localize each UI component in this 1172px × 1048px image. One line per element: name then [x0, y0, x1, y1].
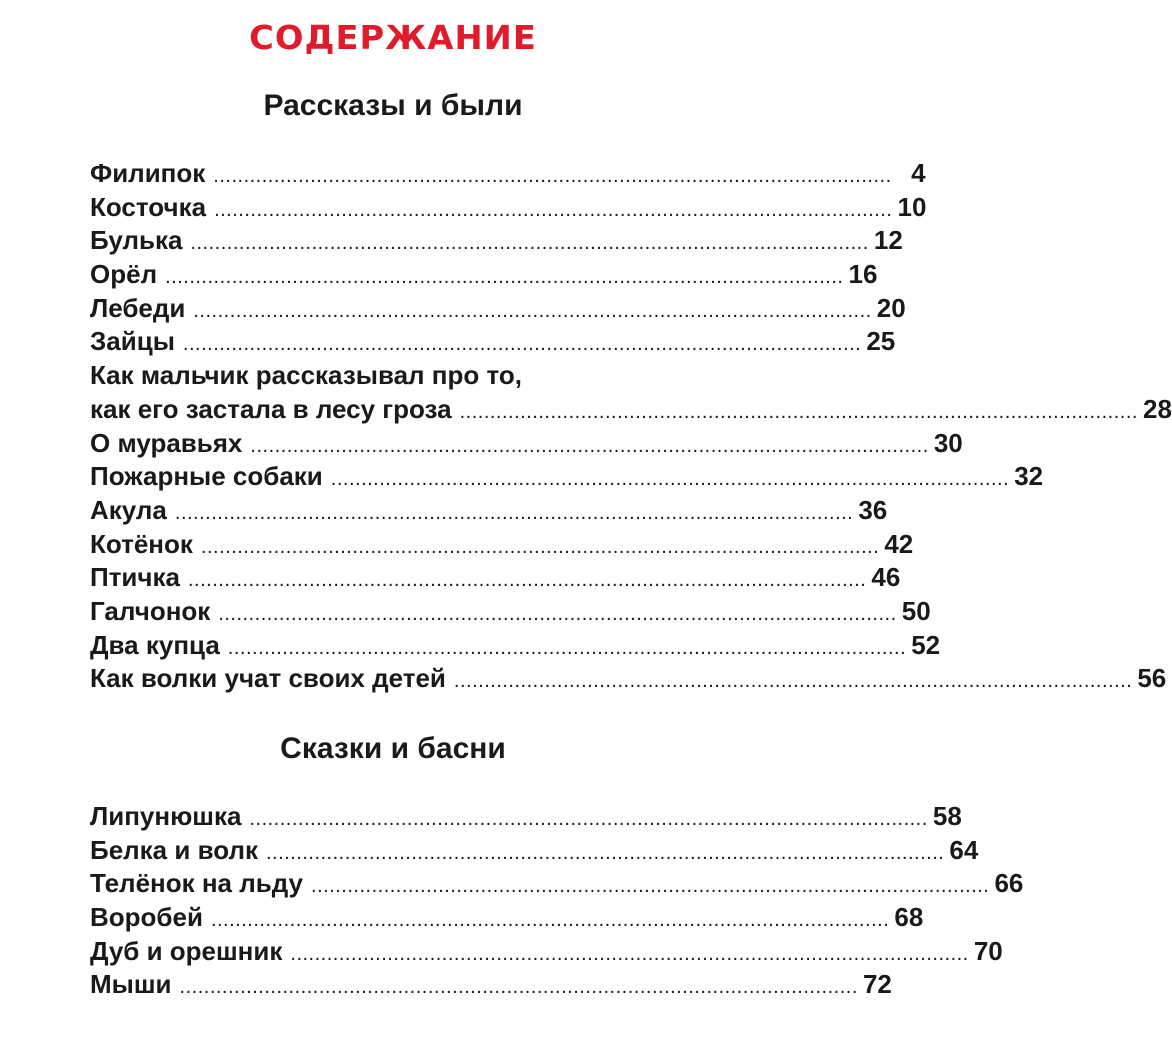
- toc-entry[interactable]: [90, 935, 1003, 969]
- toc-entry[interactable]: [90, 292, 906, 326]
- page-title: СОДЕРЖАНИЕ: [249, 18, 537, 57]
- toc-entry[interactable]: [90, 595, 931, 629]
- toc-entry-title-line2: как его застала в лесу гроза: [90, 393, 452, 424]
- section-heading-tales: Сказки и басни: [280, 732, 506, 765]
- toc-entry-title: Пожарные собаки: [90, 461, 323, 492]
- toc-entry-title: Зайцы: [90, 326, 175, 357]
- toc-entry-page: 4: [911, 158, 926, 188]
- toc-entry[interactable]: [90, 258, 878, 292]
- toc-entry-page: 32: [1014, 461, 1044, 492]
- toc-entry-page: 42: [884, 528, 914, 559]
- toc-entry-title: Птичка: [90, 562, 180, 593]
- toc-entry-title: Филипок: [90, 158, 206, 188]
- toc-entry-title: Дуб и орешник: [90, 935, 283, 966]
- toc-entry-page: 56: [1137, 663, 1167, 694]
- toc-leader: ................................................................................................................: [187, 569, 867, 592]
- toc-entry-title: Галчонок: [90, 595, 211, 626]
- toc-entry[interactable]: [90, 528, 914, 562]
- toc-entry-title: Телёнок на льду: [90, 868, 304, 899]
- toc-leader: ................................................................................................................: [218, 602, 897, 625]
- toc-leader: ................................................................................................................: [179, 976, 858, 999]
- toc-entry-page: 28: [1143, 393, 1172, 424]
- toc-leader: ................................................................................................................: [200, 535, 880, 558]
- toc-entry-title: Акула: [90, 494, 167, 525]
- toc-entry[interactable]: [90, 834, 979, 868]
- toc-entry-page: 52: [911, 629, 941, 660]
- toc-entry-title: О муравьях: [90, 427, 243, 458]
- toc-leader: ................................................................................................................: [311, 875, 990, 898]
- toc-entry-page: 50: [901, 595, 931, 626]
- toc-leader: ................................................................................................................: [174, 501, 854, 524]
- toc-entry-title: Орёл: [90, 259, 158, 290]
- toc-entry[interactable]: [90, 800, 962, 834]
- toc-entry-page: 10: [897, 191, 927, 222]
- toc-entry[interactable]: [90, 191, 927, 225]
- toc-entry[interactable]: [90, 561, 901, 595]
- toc-entry-page: 58: [932, 801, 962, 831]
- toc-entry[interactable]: [90, 629, 941, 663]
- toc-entry-title: Косточка: [90, 191, 207, 222]
- toc-entry[interactable]: [90, 325, 896, 359]
- toc-leader: ................................................................................................................: [249, 808, 928, 830]
- toc-leader: ................................................................................................................: [182, 333, 862, 356]
- toc-entry-title: Мыши: [90, 969, 172, 1000]
- toc-entry-title: Липунюшка: [90, 801, 242, 831]
- toc-leader: ................................................................................................................: [265, 841, 945, 864]
- toc-entry-title: Белка и волк: [90, 834, 258, 865]
- toc-entry-page: 12: [873, 225, 903, 256]
- toc-leader: ................................................................................................................: [190, 232, 869, 255]
- toc-leader: ................................................................................................................: [330, 468, 1010, 491]
- toc-entry-page: 16: [848, 259, 878, 290]
- toc-entry-page: 64: [949, 834, 979, 865]
- toc-list-stories: [90, 157, 1172, 696]
- toc-entry-page: 66: [994, 868, 1024, 899]
- toc-entry-page: 36: [858, 494, 888, 525]
- toc-entry-page: 46: [871, 562, 901, 593]
- toc-entry-page: 20: [876, 292, 906, 323]
- toc-entry[interactable]: [90, 494, 888, 528]
- toc-entry-page: 70: [973, 935, 1003, 966]
- toc-entry[interactable]: [90, 359, 1172, 426]
- toc-entry[interactable]: [90, 901, 924, 935]
- toc-entry[interactable]: [90, 460, 1044, 494]
- toc-entry-title: Два купца: [90, 629, 220, 660]
- toc-leader: ................................................................................................................: [193, 299, 872, 322]
- toc-entry[interactable]: [90, 662, 1167, 696]
- toc-entry-page: 30: [933, 427, 963, 458]
- toc-leader: ................................................................................................................: [165, 266, 844, 289]
- toc-leader: ................................................................................................................: [214, 198, 893, 221]
- toc-leader: ................................................................................................................: [227, 636, 907, 659]
- toc-entry[interactable]: [90, 968, 892, 1002]
- toc-entry[interactable]: [90, 867, 1024, 901]
- toc-entry-title: Как волки учат своих детей: [90, 663, 446, 694]
- section-heading-stories: Рассказы и были: [263, 89, 523, 122]
- toc-leader: ................................................................................................................: [250, 434, 929, 457]
- toc-entry[interactable]: [90, 224, 903, 258]
- toc-entry-title-line1: Как мальчик рассказывал про то,: [90, 360, 522, 391]
- toc-entry-title: Булька: [90, 225, 183, 256]
- toc-entry-title: Воробей: [90, 902, 203, 933]
- toc-entry-page: 25: [866, 326, 896, 357]
- toc-entry-title: Котёнок: [90, 528, 193, 559]
- toc-leader: ................................................................................................................: [213, 165, 892, 187]
- toc-entry-title: Лебеди: [90, 292, 186, 323]
- toc-entry[interactable]: [90, 427, 963, 461]
- toc-entry-page: 72: [862, 969, 892, 1000]
- toc-leader: ................................................................................................................: [210, 909, 890, 932]
- toc-leader: ................................................................................................................: [453, 670, 1133, 693]
- toc-entry-page: 68: [894, 902, 924, 933]
- toc-list-tales: [90, 800, 1024, 1002]
- toc-entry[interactable]: [90, 157, 926, 191]
- toc-leader: ................................................................................................................: [290, 942, 969, 965]
- toc-leader: ................................................................................................................: [459, 400, 1138, 423]
